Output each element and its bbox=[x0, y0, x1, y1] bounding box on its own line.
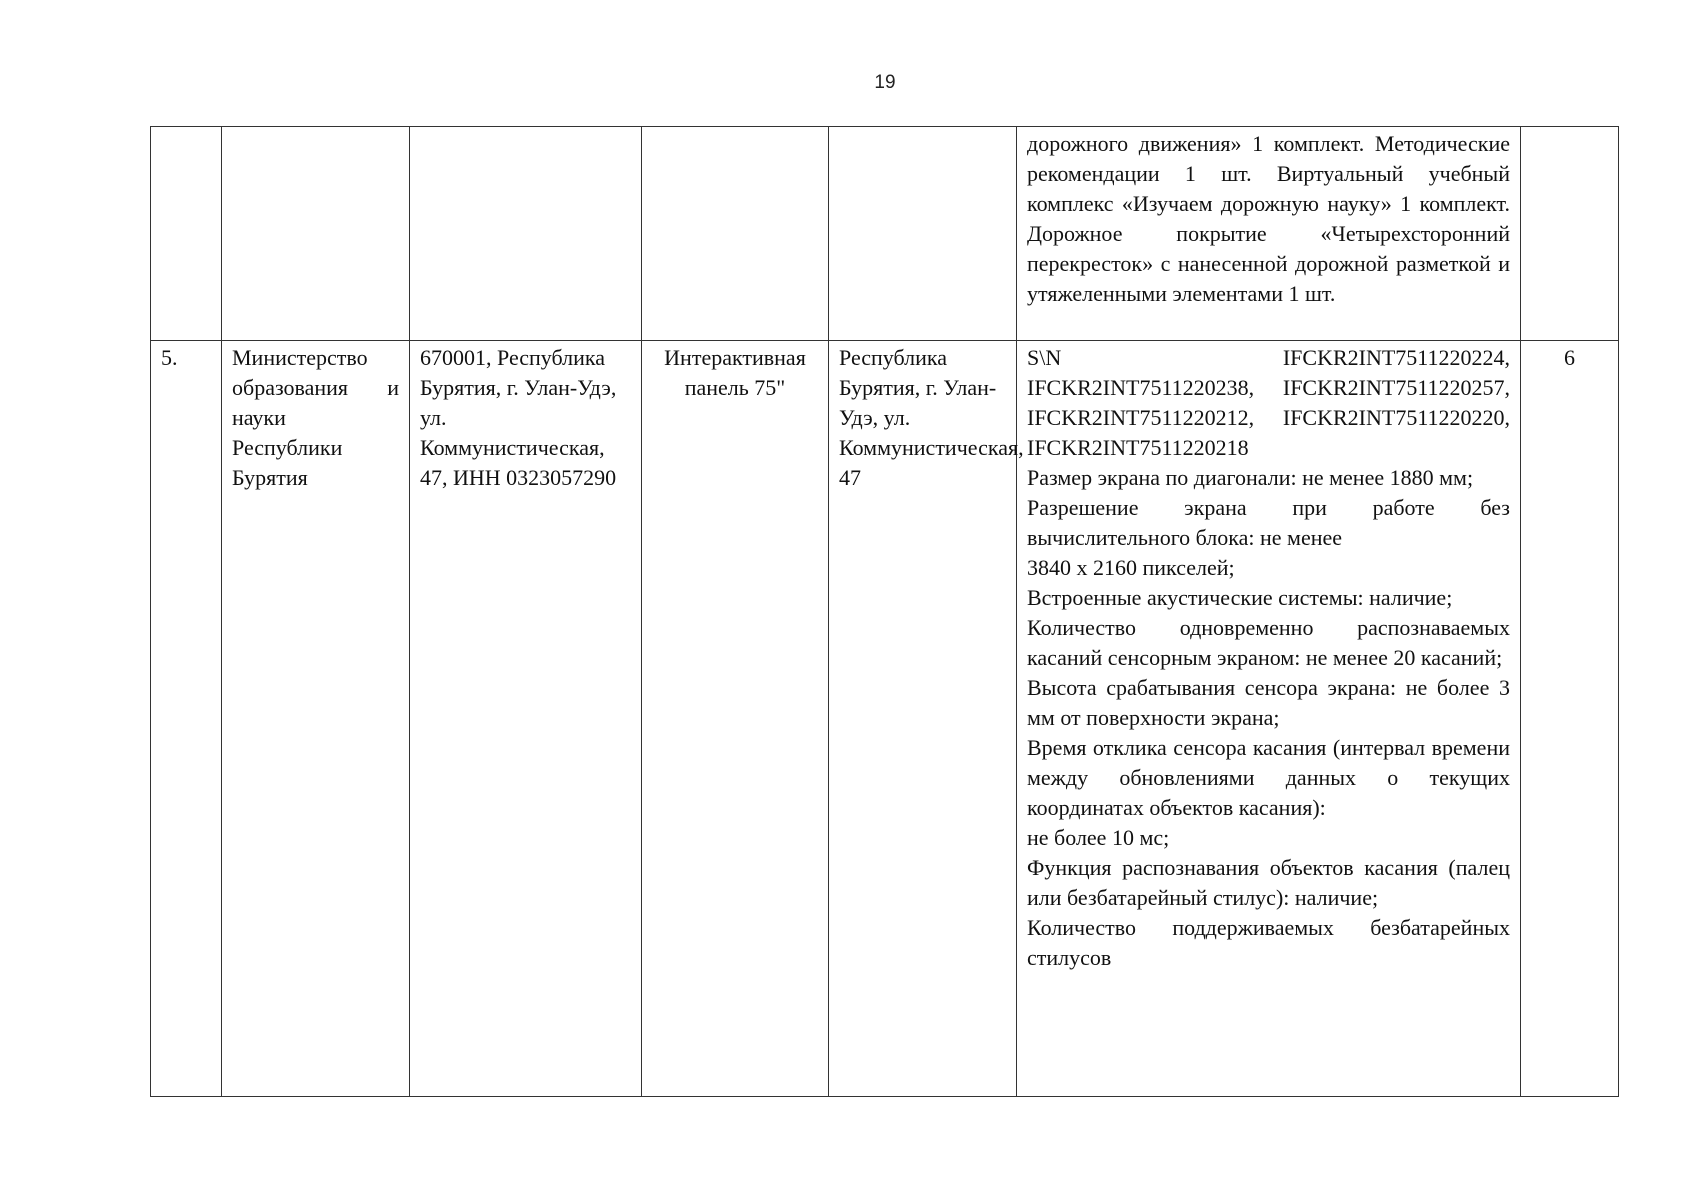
table-row bbox=[151, 127, 1619, 341]
description-cell: дорожного движения» 1 комплект. Методические рекомендации 1 шт. Виртуальный учебный комплекс «Изучаем дорожную науку» 1 комплект. Дорожное покрытие «Четырехсторонний перекресток» с нанесенной дорожной разметкой и утяжеленными элементами 1 шт. bbox=[1017, 127, 1521, 341]
quantity-cell bbox=[1521, 127, 1619, 341]
row-number-cell bbox=[151, 127, 222, 341]
page-number: 19 bbox=[874, 72, 896, 93]
organization-cell bbox=[222, 127, 410, 341]
description-cell bbox=[1017, 341, 1521, 1097]
spec-touch-points: Количество одновременно распознаваемых касаний сенсорным экраном: не менее 20 касаний; bbox=[1027, 615, 1510, 670]
row-number-cell: 5. bbox=[151, 341, 222, 1097]
equipment-table bbox=[150, 126, 1619, 1097]
spec-speakers: Встроенные акустические системы: наличие; bbox=[1027, 585, 1453, 610]
location-cell bbox=[829, 127, 1017, 341]
serial-numbers-text: S\N IFCKR2INT7511220224, IFCKR2INT7511220238, IFCKR2INT7511220257, IFCKR2INT7511220212, IFCKR2INT7511220220, IFCKR2INT7511220218 bbox=[1027, 345, 1510, 460]
equipment-cell: Интерактивная панель 75" bbox=[642, 341, 829, 1097]
spec-resolution-label: Разрешение экрана при работе без вычислительного блока: не менее bbox=[1027, 495, 1510, 550]
location-cell: Республика Бурятия, г. Улан-Удэ, ул. Коммунистическая, 47 bbox=[829, 341, 1017, 1097]
table-row bbox=[151, 341, 1619, 1097]
spec-response-time-label: Время отклика сенсора касания (интервал времени между обновлениями данных о текущих координатах объектов касания): bbox=[1027, 735, 1510, 820]
spec-response-time-value: не более 10 мс; bbox=[1027, 825, 1170, 850]
address-cell: 670001, Республика Бурятия, г. Улан-Удэ, ул. Коммунистическая, 47, ИНН 0323057290 bbox=[410, 341, 642, 1097]
spec-stylus-count: Количество поддерживаемых безбатарейных стилусов bbox=[1027, 915, 1510, 970]
address-cell bbox=[410, 127, 642, 341]
organization-cell: Министерство образования и науки Республики Бурятия bbox=[222, 341, 410, 1097]
quantity-cell: 6 bbox=[1521, 341, 1619, 1097]
spec-touch-recognition: Функция распознавания объектов касания (палец или безбатарейный стилус): наличие; bbox=[1027, 855, 1510, 910]
spec-screen-diagonal: Размер экрана по диагонали: не менее 1880 мм; bbox=[1027, 465, 1474, 490]
spec-resolution-value: 3840 х 2160 пикселей; bbox=[1027, 555, 1235, 580]
spec-sensor-height: Высота срабатывания сенсора экрана: не более 3 мм от поверхности экрана; bbox=[1027, 675, 1510, 730]
equipment-cell bbox=[642, 127, 829, 341]
